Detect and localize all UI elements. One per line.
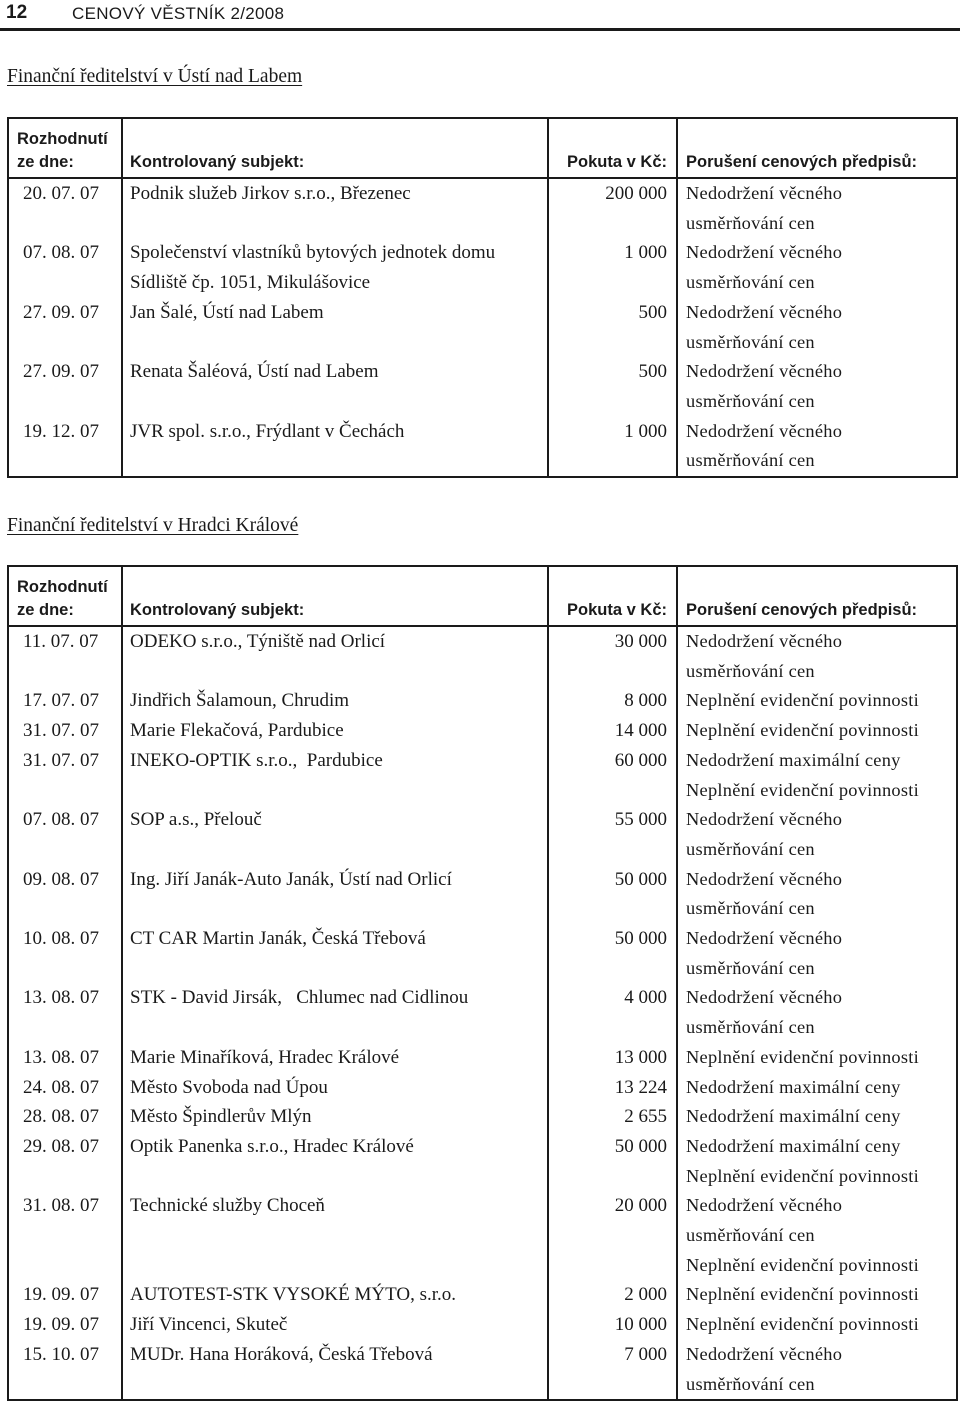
violation-line: usměrňování cen: [686, 390, 815, 411]
violation-line: Neplnění evidenční povinnosti: [686, 1254, 920, 1275]
violation-line: Nedodržení věcného: [686, 242, 843, 263]
decision-date: 13. 08. 07: [8, 1043, 122, 1073]
fine-amount: 50 000: [548, 1132, 677, 1191]
inspected-subject: [122, 1340, 548, 1400]
violation-line: Neplnění evidenční povinnosti: [686, 690, 920, 711]
price-violation: [677, 298, 957, 357]
table-row: [8, 357, 957, 416]
violation-line: usměrňování cen: [686, 450, 815, 471]
violation-line: Nedodržení maximální ceny: [686, 1106, 901, 1127]
table-row: [8, 178, 957, 238]
inspected-subject: [122, 1310, 548, 1340]
inspected-subject: [122, 1043, 548, 1073]
decision-date: 27. 09. 07: [8, 298, 122, 357]
inspected-subject: [122, 924, 548, 983]
violation-line: usměrňování cen: [686, 1017, 815, 1038]
decision-date: 19. 12. 07: [8, 417, 122, 477]
fine-amount: 50 000: [548, 924, 677, 983]
violation-line: usměrňování cen: [686, 331, 815, 352]
column-header-date: [8, 118, 122, 178]
fine-amount: 2 655: [548, 1102, 677, 1132]
fine-amount: 2 000: [548, 1280, 677, 1310]
subject-line: Renata Šaléová, Ústí nad Labem: [130, 361, 379, 383]
inspected-subject: [122, 865, 548, 924]
subject-line: Optik Panenka s.r.o., Hradec Králové: [130, 1135, 414, 1157]
violation-line: usměrňování cen: [686, 957, 815, 978]
table-header-row: [8, 118, 957, 178]
decision-date: 07. 08. 07: [8, 238, 122, 297]
fine-amount: 500: [548, 357, 677, 416]
table-row: [8, 1132, 957, 1191]
inspected-subject: [122, 626, 548, 686]
subject-line: CT CAR Martin Janák, Česká Třebová: [130, 928, 426, 950]
price-violation: [677, 1280, 957, 1310]
table-row: [8, 983, 957, 1042]
fine-amount: 1 000: [548, 417, 677, 477]
price-violation: [677, 924, 957, 983]
section-title-usti: Finanční ředitelství v Ústí nad Labem: [7, 66, 303, 87]
column-header-subject: Kontrolovaný subjekt:: [122, 566, 548, 626]
decision-date: 07. 08. 07: [8, 805, 122, 864]
violation-line: Nedodržení věcného: [686, 301, 843, 322]
subject-line: JVR spol. s.r.o., Frýdlant v Čechách: [130, 420, 405, 442]
price-violation: [677, 1102, 957, 1132]
violation-line: usměrňování cen: [686, 272, 815, 293]
subject-line: Jiří Vincenci, Skuteč: [130, 1314, 288, 1336]
subject-line: SOP a.s., Přelouč: [130, 809, 262, 831]
table-row: [8, 238, 957, 297]
penalties-table-hradec: [7, 565, 958, 1401]
table-row: [8, 1191, 957, 1280]
violation-line: usměrňování cen: [686, 1373, 815, 1394]
fine-amount: 20 000: [548, 1191, 677, 1280]
violation-line: Nedodržení věcného: [686, 809, 843, 830]
price-violation: [677, 1073, 957, 1103]
fine-amount: 7 000: [548, 1340, 677, 1400]
column-header-fine: Pokuta v Kč:: [548, 566, 677, 626]
fine-amount: 500: [548, 298, 677, 357]
fine-amount: 200 000: [548, 178, 677, 238]
fine-amount: 4 000: [548, 983, 677, 1042]
price-violation: [677, 805, 957, 864]
column-header-date-line1: Rozhodnutí: [17, 578, 108, 596]
decision-date: 10. 08. 07: [8, 924, 122, 983]
column-header-violation: Porušení cenových předpisů:: [677, 118, 957, 178]
decision-date: 29. 08. 07: [8, 1132, 122, 1191]
decision-date: 11. 07. 07: [8, 626, 122, 686]
price-violation: [677, 178, 957, 238]
violation-line: Nedodržení věcného: [686, 631, 843, 651]
price-violation: [677, 865, 957, 924]
decision-date: 15. 10. 07: [8, 1340, 122, 1400]
fine-amount: 60 000: [548, 746, 677, 805]
violation-line: Neplnění evidenční povinnosti: [686, 1165, 920, 1186]
violation-line: usměrňování cen: [686, 660, 815, 681]
decision-date: 31. 07. 07: [8, 746, 122, 805]
violation-line: Nedodržení věcného: [686, 1343, 843, 1364]
price-violation: [677, 1191, 957, 1280]
subject-line: AUTOTEST-STK VYSOKÉ MÝTO, s.r.o.: [130, 1284, 457, 1306]
table-row: [8, 1043, 957, 1073]
inspected-subject: [122, 1132, 548, 1191]
header-rule: [0, 28, 960, 31]
subject-line: ODEKO s.r.o., Týniště nad Orlicí: [130, 631, 386, 652]
inspected-subject: [122, 805, 548, 864]
fine-amount: 50 000: [548, 865, 677, 924]
price-violation: [677, 746, 957, 805]
table-row: [8, 716, 957, 746]
journal-title: CENOVÝ VĚSTNÍK 2/2008: [72, 4, 285, 23]
inspected-subject: [122, 686, 548, 716]
price-violation: [677, 238, 957, 297]
violation-line: Neplnění evidenční povinnosti: [686, 720, 920, 741]
decision-date: 27. 09. 07: [8, 357, 122, 416]
fine-amount: 14 000: [548, 716, 677, 746]
price-violation: [677, 686, 957, 716]
violation-line: usměrňování cen: [686, 1225, 815, 1246]
inspected-subject: [122, 1102, 548, 1132]
table-row: [8, 805, 957, 864]
price-violation: [677, 1340, 957, 1400]
table-row: [8, 1310, 957, 1340]
decision-date: 31. 07. 07: [8, 716, 122, 746]
subject-line: Podnik služeb Jirkov s.r.o., Březenec: [130, 183, 411, 204]
inspected-subject: [122, 746, 548, 805]
inspected-subject: [122, 1191, 548, 1280]
violation-line: Nedodržení věcného: [686, 183, 843, 203]
column-header-violation: Porušení cenových předpisů:: [677, 566, 957, 626]
violation-line: Nedodržení maximální ceny: [686, 1135, 901, 1156]
fine-amount: 1 000: [548, 238, 677, 297]
column-header-date: [8, 566, 122, 626]
page-header: [0, 0, 960, 30]
penalties-table-usti: [7, 117, 958, 478]
price-violation: [677, 417, 957, 477]
subject-line: INEKO-OPTIK s.r.o., Pardubice: [130, 749, 383, 771]
table-row: [8, 417, 957, 477]
table-row: [8, 298, 957, 357]
violation-line: Nedodržení věcného: [686, 361, 843, 382]
violation-line: Nedodržení věcného: [686, 868, 843, 889]
violation-line: Nedodržení věcného: [686, 1195, 843, 1216]
inspected-subject: [122, 178, 548, 238]
column-header-date-line1: Rozhodnutí: [17, 130, 108, 148]
decision-date: 20. 07. 07: [8, 178, 122, 238]
price-violation: [677, 1310, 957, 1340]
violation-line: Nedodržení věcného: [686, 987, 843, 1008]
table-row: [8, 1073, 957, 1103]
decision-date: 31. 08. 07: [8, 1191, 122, 1280]
price-violation: [677, 983, 957, 1042]
price-violation: [677, 716, 957, 746]
subject-line: Ing. Jiří Janák-Auto Janák, Ústí nad Orlicí: [130, 868, 452, 890]
subject-line: Sídliště čp. 1051, Mikulášovice: [130, 272, 371, 294]
fine-amount: 8 000: [548, 686, 677, 716]
subject-line: Marie Flekačová, Pardubice: [130, 720, 344, 742]
subject-line: Marie Minaříková, Hradec Králové: [130, 1046, 400, 1068]
inspected-subject: [122, 357, 548, 416]
table-row: [8, 865, 957, 924]
violation-line: Neplnění evidenční povinnosti: [686, 779, 920, 800]
subject-line: MUDr. Hana Horáková, Česká Třebová: [130, 1343, 433, 1365]
subject-line: STK - David Jirsák, Chlumec nad Cidlinou: [130, 987, 469, 1009]
subject-line: Město Špindlerův Mlýn: [130, 1106, 312, 1128]
table-header-row: [8, 566, 957, 626]
column-header-fine: Pokuta v Kč:: [548, 118, 677, 178]
table-row: [8, 1102, 957, 1132]
table-row: [8, 924, 957, 983]
violation-line: Nedodržení věcného: [686, 420, 843, 441]
inspected-subject: [122, 417, 548, 477]
inspected-subject: [122, 1073, 548, 1103]
fine-amount: 13 000: [548, 1043, 677, 1073]
price-violation: [677, 357, 957, 416]
subject-line: Technické služby Choceň: [130, 1195, 325, 1217]
inspected-subject: [122, 298, 548, 357]
table-row: [8, 1280, 957, 1310]
column-header-date-line2: ze dne:: [17, 153, 74, 171]
decision-date: 09. 08. 07: [8, 865, 122, 924]
decision-date: 24. 08. 07: [8, 1073, 122, 1103]
fine-amount: 30 000: [548, 626, 677, 686]
decision-date: 19. 09. 07: [8, 1310, 122, 1340]
violation-line: Nedodržení maximální ceny: [686, 749, 901, 770]
table-row: [8, 686, 957, 716]
subject-line: Město Svoboda nad Úpou: [130, 1076, 328, 1098]
column-header-date-line2: ze dne:: [17, 601, 74, 619]
subject-line: Jan Šalé, Ústí nad Labem: [130, 301, 324, 323]
decision-date: 28. 08. 07: [8, 1102, 122, 1132]
table-row: [8, 746, 957, 805]
violation-line: Neplnění evidenční povinnosti: [686, 1284, 920, 1305]
price-violation: [677, 1043, 957, 1073]
price-violation: [677, 626, 957, 686]
fine-amount: 55 000: [548, 805, 677, 864]
violation-line: Neplnění evidenční povinnosti: [686, 1046, 920, 1067]
inspected-subject: [122, 983, 548, 1042]
inspected-subject: [122, 1280, 548, 1310]
price-violation: [677, 1132, 957, 1191]
column-header-subject: Kontrolovaný subjekt:: [122, 118, 548, 178]
subject-line: Jindřich Šalamoun, Chrudim: [130, 690, 350, 712]
table-row: [8, 626, 957, 686]
violation-line: usměrňování cen: [686, 898, 815, 919]
violation-line: usměrňování cen: [686, 212, 815, 233]
fine-amount: 13 224: [548, 1073, 677, 1103]
violation-line: Neplnění evidenční povinnosti: [686, 1314, 920, 1335]
inspected-subject: [122, 716, 548, 746]
page-number: 12: [6, 2, 28, 23]
violation-line: usměrňování cen: [686, 838, 815, 859]
table-row: [8, 1340, 957, 1400]
decision-date: 13. 08. 07: [8, 983, 122, 1042]
section-title-hradec: Finanční ředitelství v Hradci Králové: [7, 515, 299, 536]
inspected-subject: [122, 238, 548, 297]
decision-date: 17. 07. 07: [8, 686, 122, 716]
decision-date: 19. 09. 07: [8, 1280, 122, 1310]
fine-amount: 10 000: [548, 1310, 677, 1340]
subject-line: Společenství vlastníků bytových jednotek domu: [130, 242, 496, 264]
violation-line: Nedodržení maximální ceny: [686, 1076, 901, 1097]
violation-line: Nedodržení věcného: [686, 928, 843, 949]
